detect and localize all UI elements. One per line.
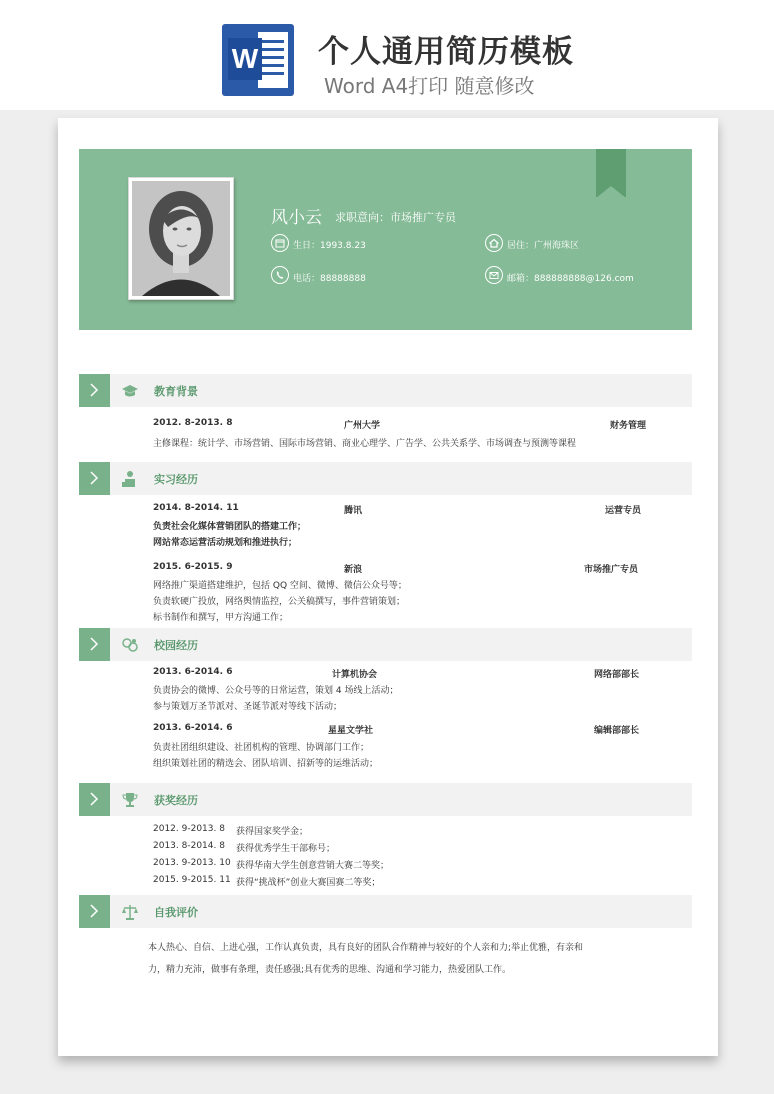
section-title: 自我评价 bbox=[154, 906, 198, 919]
scale-icon bbox=[121, 903, 139, 921]
award-date: 2012. 9-2013. 8 bbox=[153, 824, 225, 834]
internship-line: 负责社会化媒体营销团队的搭建工作； bbox=[153, 522, 307, 532]
education-courses: 主修课程：统计学、市场营销、国际市场营销、商业心理学、广告学、公共关系学、市场调查与预测等课程 bbox=[153, 439, 577, 449]
campus-role: 编辑部部长 bbox=[594, 726, 640, 736]
trophy-icon bbox=[121, 791, 139, 809]
phone-icon bbox=[271, 266, 289, 284]
bookmark-ribbon-icon bbox=[596, 149, 626, 197]
section-title: 校园经历 bbox=[154, 639, 198, 652]
banner-subtitle: Word A4打印 随意修改 bbox=[324, 74, 535, 98]
award-text: 获得“挑战杯”创业大赛国赛二等奖； bbox=[236, 878, 381, 888]
internship-role: 市场推广专员 bbox=[584, 565, 639, 575]
section-title: 获奖经历 bbox=[154, 794, 198, 807]
award-text: 获得华南大学生创意营销大赛二等奖； bbox=[236, 861, 390, 871]
education-period: 2012. 8-2013. 8 bbox=[153, 418, 233, 428]
word-logo-letter: W bbox=[228, 38, 262, 80]
section-self-eval bbox=[79, 895, 692, 928]
banner-title: 个人通用简历模板 bbox=[318, 34, 574, 70]
section-title: 实习经历 bbox=[154, 473, 198, 486]
chevron-right-icon bbox=[79, 895, 110, 928]
self-eval-line: 本人热心、自信、上进心强，工作认真负责，具有良好的团队合作精神与较好的个人亲和力;举止优雅，有亲和 bbox=[148, 943, 584, 953]
award-text: 获得国家奖学金； bbox=[236, 827, 309, 837]
phone-text: 电话：88888888 bbox=[293, 274, 366, 284]
residence-text: 居住：广州海珠区 bbox=[507, 241, 580, 251]
job-intent: 求职意向：市场推广专员 bbox=[335, 211, 456, 224]
internship-org: 腾讯 bbox=[344, 506, 363, 516]
profile-name: 风小云 bbox=[271, 208, 322, 228]
campus-line: 组织策划社团的精选会、团队培训、招新等的运维活动； bbox=[153, 759, 379, 769]
group-icon bbox=[121, 636, 139, 654]
campus-line: 负责社团组织建设、社团机构的管理、协调部门工作； bbox=[153, 743, 370, 753]
internship-line: 负责软硬广投放，网络舆情监控，公关稿撰写，事件营销策划； bbox=[153, 597, 406, 607]
chevron-right-icon bbox=[79, 462, 110, 495]
chevron-right-icon bbox=[79, 783, 110, 816]
chevron-right-icon bbox=[79, 628, 110, 661]
internship-line: 网站常态运营活动规划和推进执行； bbox=[153, 538, 298, 548]
campus-role: 网络部部长 bbox=[594, 670, 640, 680]
internship-org: 新浪 bbox=[344, 565, 363, 575]
section-education bbox=[79, 374, 692, 407]
award-date: 2015. 9-2015. 11 bbox=[153, 875, 231, 885]
section-internship bbox=[79, 462, 692, 495]
resume-page bbox=[58, 118, 718, 1056]
section-campus bbox=[79, 628, 692, 661]
profile-photo bbox=[128, 177, 234, 300]
award-text: 获得优秀学生干部称号； bbox=[236, 844, 336, 854]
graduation-cap-icon bbox=[121, 382, 139, 400]
home-icon bbox=[485, 234, 503, 252]
banner bbox=[0, 0, 774, 110]
section-title: 教育背景 bbox=[154, 385, 198, 398]
birthday-text: 生日：1993.8.23 bbox=[293, 241, 366, 251]
award-date: 2013. 9-2013. 10 bbox=[153, 858, 231, 868]
education-school: 广州大学 bbox=[344, 421, 381, 431]
campus-org: 星星文学社 bbox=[328, 726, 374, 736]
internship-line: 标书制作和撰写，甲方沟通工作； bbox=[153, 613, 289, 623]
chevron-right-icon bbox=[79, 374, 110, 407]
internship-period: 2014. 8-2014. 11 bbox=[153, 503, 239, 513]
email-icon bbox=[485, 266, 503, 284]
campus-org: 计算机协会 bbox=[332, 670, 378, 680]
education-major: 财务管理 bbox=[610, 421, 647, 431]
internship-line: 网络推广渠道搭建维护，包括 QQ 空间、微博、微信公众号等； bbox=[153, 581, 407, 591]
award-date: 2013. 8-2014. 8 bbox=[153, 841, 225, 851]
campus-line: 参与策划万圣节派对、圣诞节派对等线下活动； bbox=[153, 702, 343, 712]
internship-role: 运营专员 bbox=[605, 506, 642, 516]
campus-line: 负责协会的微博、公众号等的日常运营，策划 4 场线上活动； bbox=[153, 686, 399, 696]
internship-period: 2015. 6-2015. 9 bbox=[153, 562, 233, 572]
profile-header bbox=[79, 149, 692, 330]
self-eval-line: 力，精力充沛，做事有条理，责任感强;具有优秀的思维、沟通和学习能力，热爱团队工作。 bbox=[148, 965, 512, 975]
section-awards bbox=[79, 783, 692, 816]
person-board-icon bbox=[121, 470, 139, 488]
campus-period: 2013. 6-2014. 6 bbox=[153, 667, 233, 677]
campus-period: 2013. 6-2014. 6 bbox=[153, 723, 233, 733]
word-logo-icon bbox=[222, 24, 294, 96]
email-text: 邮箱：888888888@126.com bbox=[507, 274, 634, 284]
calendar-icon bbox=[271, 234, 289, 252]
